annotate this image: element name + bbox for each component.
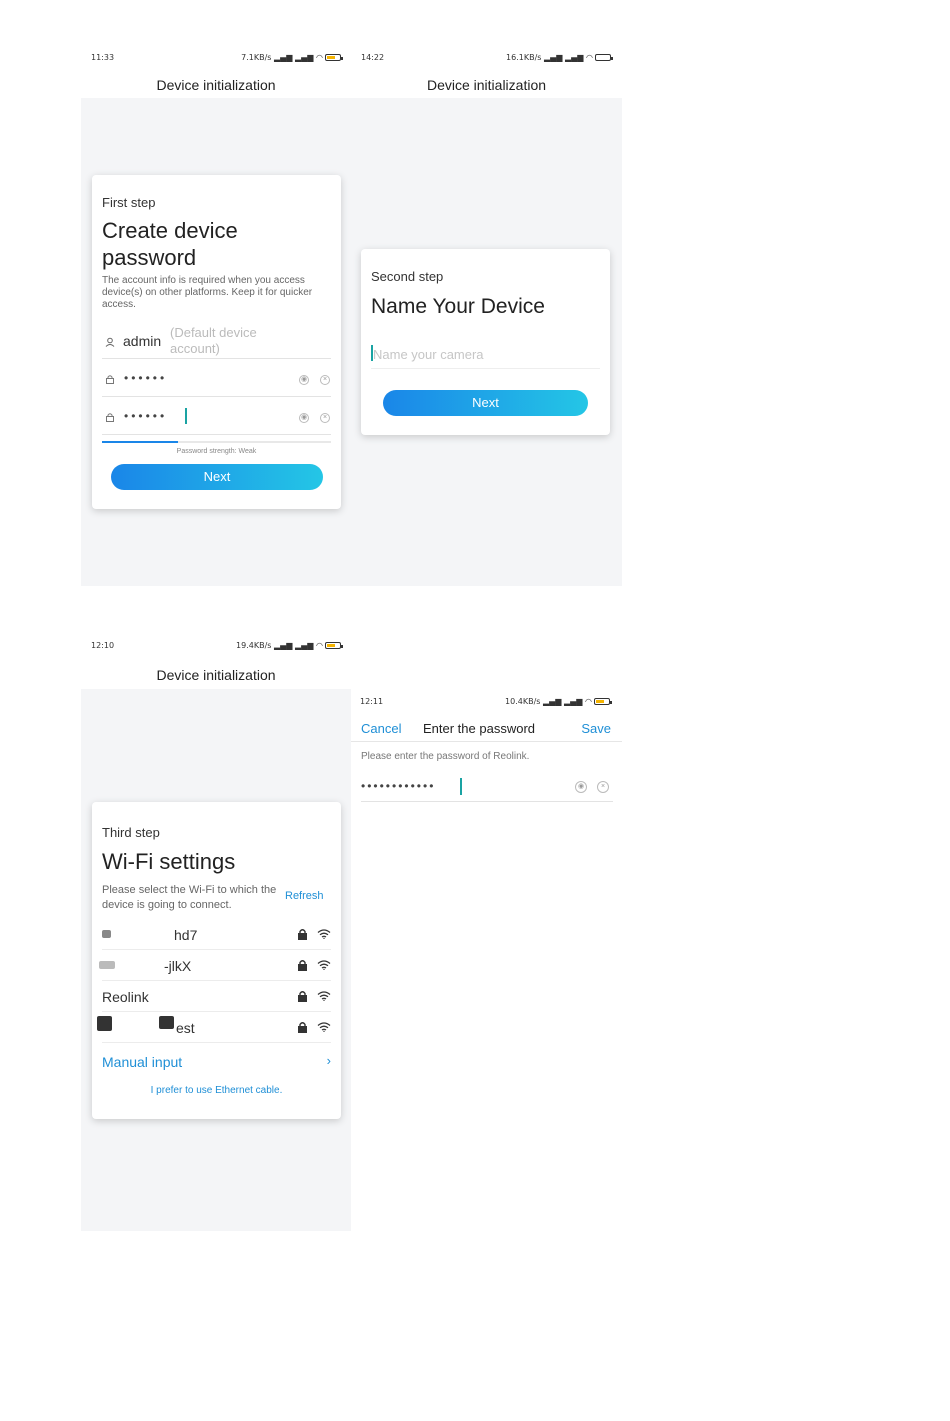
wifi-signal-icon [317,960,331,970]
wifi-signal-icon [317,929,331,939]
page-title: Device initialization [156,667,276,683]
lock-icon [105,374,115,384]
card-heading: Wi-Fi settings [102,849,236,874]
wifi-network-item[interactable] [102,919,331,950]
screen-name-device [351,45,622,586]
battery-icon [325,54,341,61]
network-name: hd7 [174,927,198,943]
password-value: •••••• [124,371,168,385]
confirm-password-field[interactable] [102,403,331,435]
next-button[interactable]: Next [111,464,323,490]
clear-icon[interactable]: × [597,781,609,793]
wifi-card [92,802,341,1119]
clear-icon[interactable]: × [320,413,330,423]
step-label: First step [102,195,156,210]
wifi-status-icon: ◠ [586,53,593,62]
card-heading-line1: Create device [102,218,238,243]
name-device-card [361,249,610,435]
redacted-mark [99,961,115,969]
wifi-status-icon: ◠ [585,697,592,706]
step-label: Second step [371,269,444,284]
show-password-icon[interactable]: ◉ [575,781,587,793]
show-password-icon[interactable]: ◉ [300,376,308,383]
lock-icon [297,1021,308,1033]
nav-bar [351,718,622,742]
page-title: Enter the password [423,721,536,736]
network-name: -jlkX [164,958,192,974]
device-name-input[interactable] [371,337,600,369]
screen-create-password [81,45,351,586]
signal-icon: ▂▄▆ ▂▄▆ [544,53,584,62]
status-net-speed: 7.1KB/s [241,53,272,62]
password-strength-fill [102,441,178,443]
battery-icon [325,642,341,649]
status-time: 11:33 [91,53,115,62]
wifi-password-value: •••••••••••• [361,779,436,793]
status-net-speed: 19.4KB/s [236,641,272,650]
status-bar [91,53,341,63]
step-label: Third step [102,825,160,840]
status-bar [91,641,341,651]
lock-icon [297,990,308,1002]
redacted-mark [102,930,111,938]
refresh-button[interactable]: Refresh [285,890,324,902]
signal-icon: ▂▄▆ ▂▄▆ [274,641,314,650]
account-hint: (Default device account) [170,325,257,356]
page-title: Device initialization [426,77,547,93]
manual-input-row[interactable] [102,1052,331,1074]
show-password-icon[interactable]: ◉ [300,414,308,421]
cancel-button[interactable]: Cancel [361,721,402,736]
ethernet-link[interactable]: I prefer to use Ethernet cable. [150,1085,283,1096]
redacted-mark [97,1016,112,1031]
confirm-password-value: •••••• [124,409,168,423]
next-button[interactable]: Next [383,390,588,416]
device-name-placeholder: Name your camera [373,347,484,362]
save-button[interactable]: Save [581,721,611,736]
account-row [102,323,331,359]
password-field[interactable] [102,365,331,397]
wifi-password-field[interactable] [361,774,613,802]
network-name: Reolink [102,989,149,1005]
signal-icon: ▂▄▆ ▂▄▆ [274,53,314,62]
status-net-speed: 10.4KB/s [505,697,541,706]
card-description: The account info is required when you access device(s) on other platforms. Keep it for quicker access. [102,275,313,310]
status-time: 12:10 [91,641,115,650]
password-strength-bar [102,441,331,443]
redacted-mark [159,1016,174,1029]
status-bar [360,697,610,707]
screen-wifi-settings [81,633,351,1231]
status-time: 12:11 [360,697,384,706]
wifi-network-item[interactable] [102,981,331,1012]
wifi-signal-icon [317,1022,331,1032]
wifi-status-icon: ◠ [316,53,323,62]
battery-icon [594,698,610,705]
lock-icon [297,928,308,940]
card-heading-line2: password [102,245,197,270]
manual-input-label: Manual input [102,1054,183,1070]
network-name: est [176,1020,195,1036]
text-cursor [460,778,462,795]
wifi-network-item[interactable] [102,1012,331,1043]
status-bar [361,53,611,63]
create-password-card [92,175,341,509]
text-cursor [185,408,187,424]
account-name: admin [123,333,162,349]
status-net-speed: 16.1KB/s [506,53,542,62]
chevron-right-icon: › [326,1053,331,1068]
page-title: Device initialization [156,77,276,93]
signal-icon: ▂▄▆ ▂▄▆ [543,697,583,706]
lock-icon [297,959,308,971]
password-prompt: Please enter the password of Reolink. [361,751,530,762]
screen-enter-password [351,690,622,810]
card-description: Please select the Wi-Fi to which the device is going to connect. [102,884,277,911]
status-time: 14:22 [361,53,385,62]
clear-icon[interactable]: × [320,375,330,385]
card-heading: Name Your Device [371,295,545,318]
battery-icon [595,54,611,61]
wifi-network-item[interactable] [102,950,331,981]
wifi-signal-icon [317,991,331,1001]
lock-icon [105,412,115,422]
user-icon [105,337,115,347]
wifi-status-icon: ◠ [316,641,323,650]
password-strength-text: Password strength: Weak [176,448,257,455]
